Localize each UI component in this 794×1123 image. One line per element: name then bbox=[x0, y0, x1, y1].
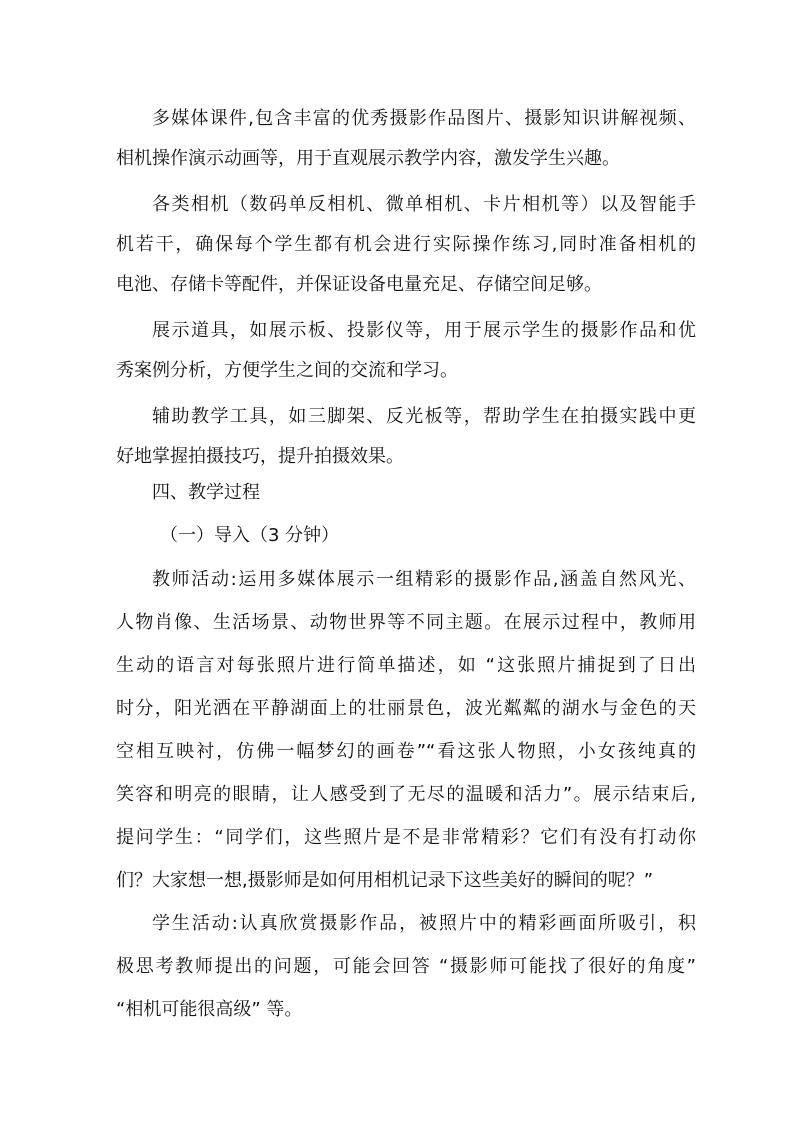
paragraph-student-activity-line-1: 学生活动:认真欣赏摄影作品，被照片中的精彩画面所吸引，积 bbox=[152, 913, 696, 934]
paragraph-student-activity-line-2: 极思考教师提出的问题，可能会回答 “摄影师可能找了很好的角度” bbox=[116, 956, 696, 977]
paragraph-teacher-activity-line-6: 笑容和明亮的眼睛，让人感受到了无尽的温暖和活力”。展示结束后, bbox=[116, 784, 696, 805]
section-heading-teaching-process: 四、教学过程 bbox=[152, 482, 260, 503]
paragraph-student-activity-line-3: “相机可能很高级” 等。 bbox=[116, 999, 303, 1020]
paragraph-cameras-line-2: 机若干，确保每个学生都有机会进行实际操作练习,同时准备相机的 bbox=[116, 234, 696, 255]
paragraph-teacher-activity-line-7: 提问学生：“同学们，这些照片是不是非常精彩？它们有没有打动你 bbox=[116, 827, 696, 848]
paragraph-teacher-activity-line-8: 们？大家想一想,摄影师是如何用相机记录下这些美好的瞬间的呢？” bbox=[116, 870, 654, 891]
paragraph-cameras-line-3: 电池、存储卡等配件，并保证设备电量充足、存储空间足够。 bbox=[116, 274, 602, 295]
paragraph-display-props-line-2: 秀案例分析，方便学生之间的交流和学习。 bbox=[116, 360, 458, 381]
paragraph-display-props-line-1: 展示道具，如展示板、投影仪等，用于展示学生的摄影作品和优 bbox=[152, 320, 696, 341]
paragraph-multimedia-line-2: 相机操作演示动画等，用于直观展示教学内容，激发学生兴趣。 bbox=[116, 148, 620, 169]
subsection-heading-introduction: （一）导入（3 分钟） bbox=[160, 525, 340, 546]
paragraph-teacher-activity-line-3: 生动的语言对每张照片进行简单描述，如 “这张照片捕捉到了日出 bbox=[116, 655, 696, 676]
paragraph-cameras-line-1: 各类相机（数码单反相机、微单相机、卡片相机等）以及智能手 bbox=[152, 194, 696, 215]
paragraph-teacher-activity-line-2: 人物肖像、生活场景、动物世界等不同主题。在展示过程中，教师用 bbox=[116, 612, 696, 633]
paragraph-multimedia-line-1: 多媒体课件,包含丰富的优秀摄影作品图片、摄影知识讲解视频、 bbox=[152, 108, 696, 129]
paragraph-teaching-tools-line-2: 好地掌握拍摄技巧，提升拍摄效果。 bbox=[116, 446, 404, 467]
paragraph-teacher-activity-line-4: 时分，阳光洒在平静湖面上的壮丽景色，波光粼粼的湖水与金色的天 bbox=[116, 698, 696, 719]
paragraph-teaching-tools-line-1: 辅助教学工具，如三脚架、反光板等，帮助学生在拍摄实践中更 bbox=[152, 406, 696, 427]
paragraph-teacher-activity-line-5: 空相互映衬，仿佛一幅梦幻的画卷”“看这张人物照，小女孩纯真的 bbox=[116, 741, 696, 762]
paragraph-teacher-activity-line-1: 教师活动:运用多媒体展示一组精彩的摄影作品,涵盖自然风光、 bbox=[152, 569, 696, 590]
